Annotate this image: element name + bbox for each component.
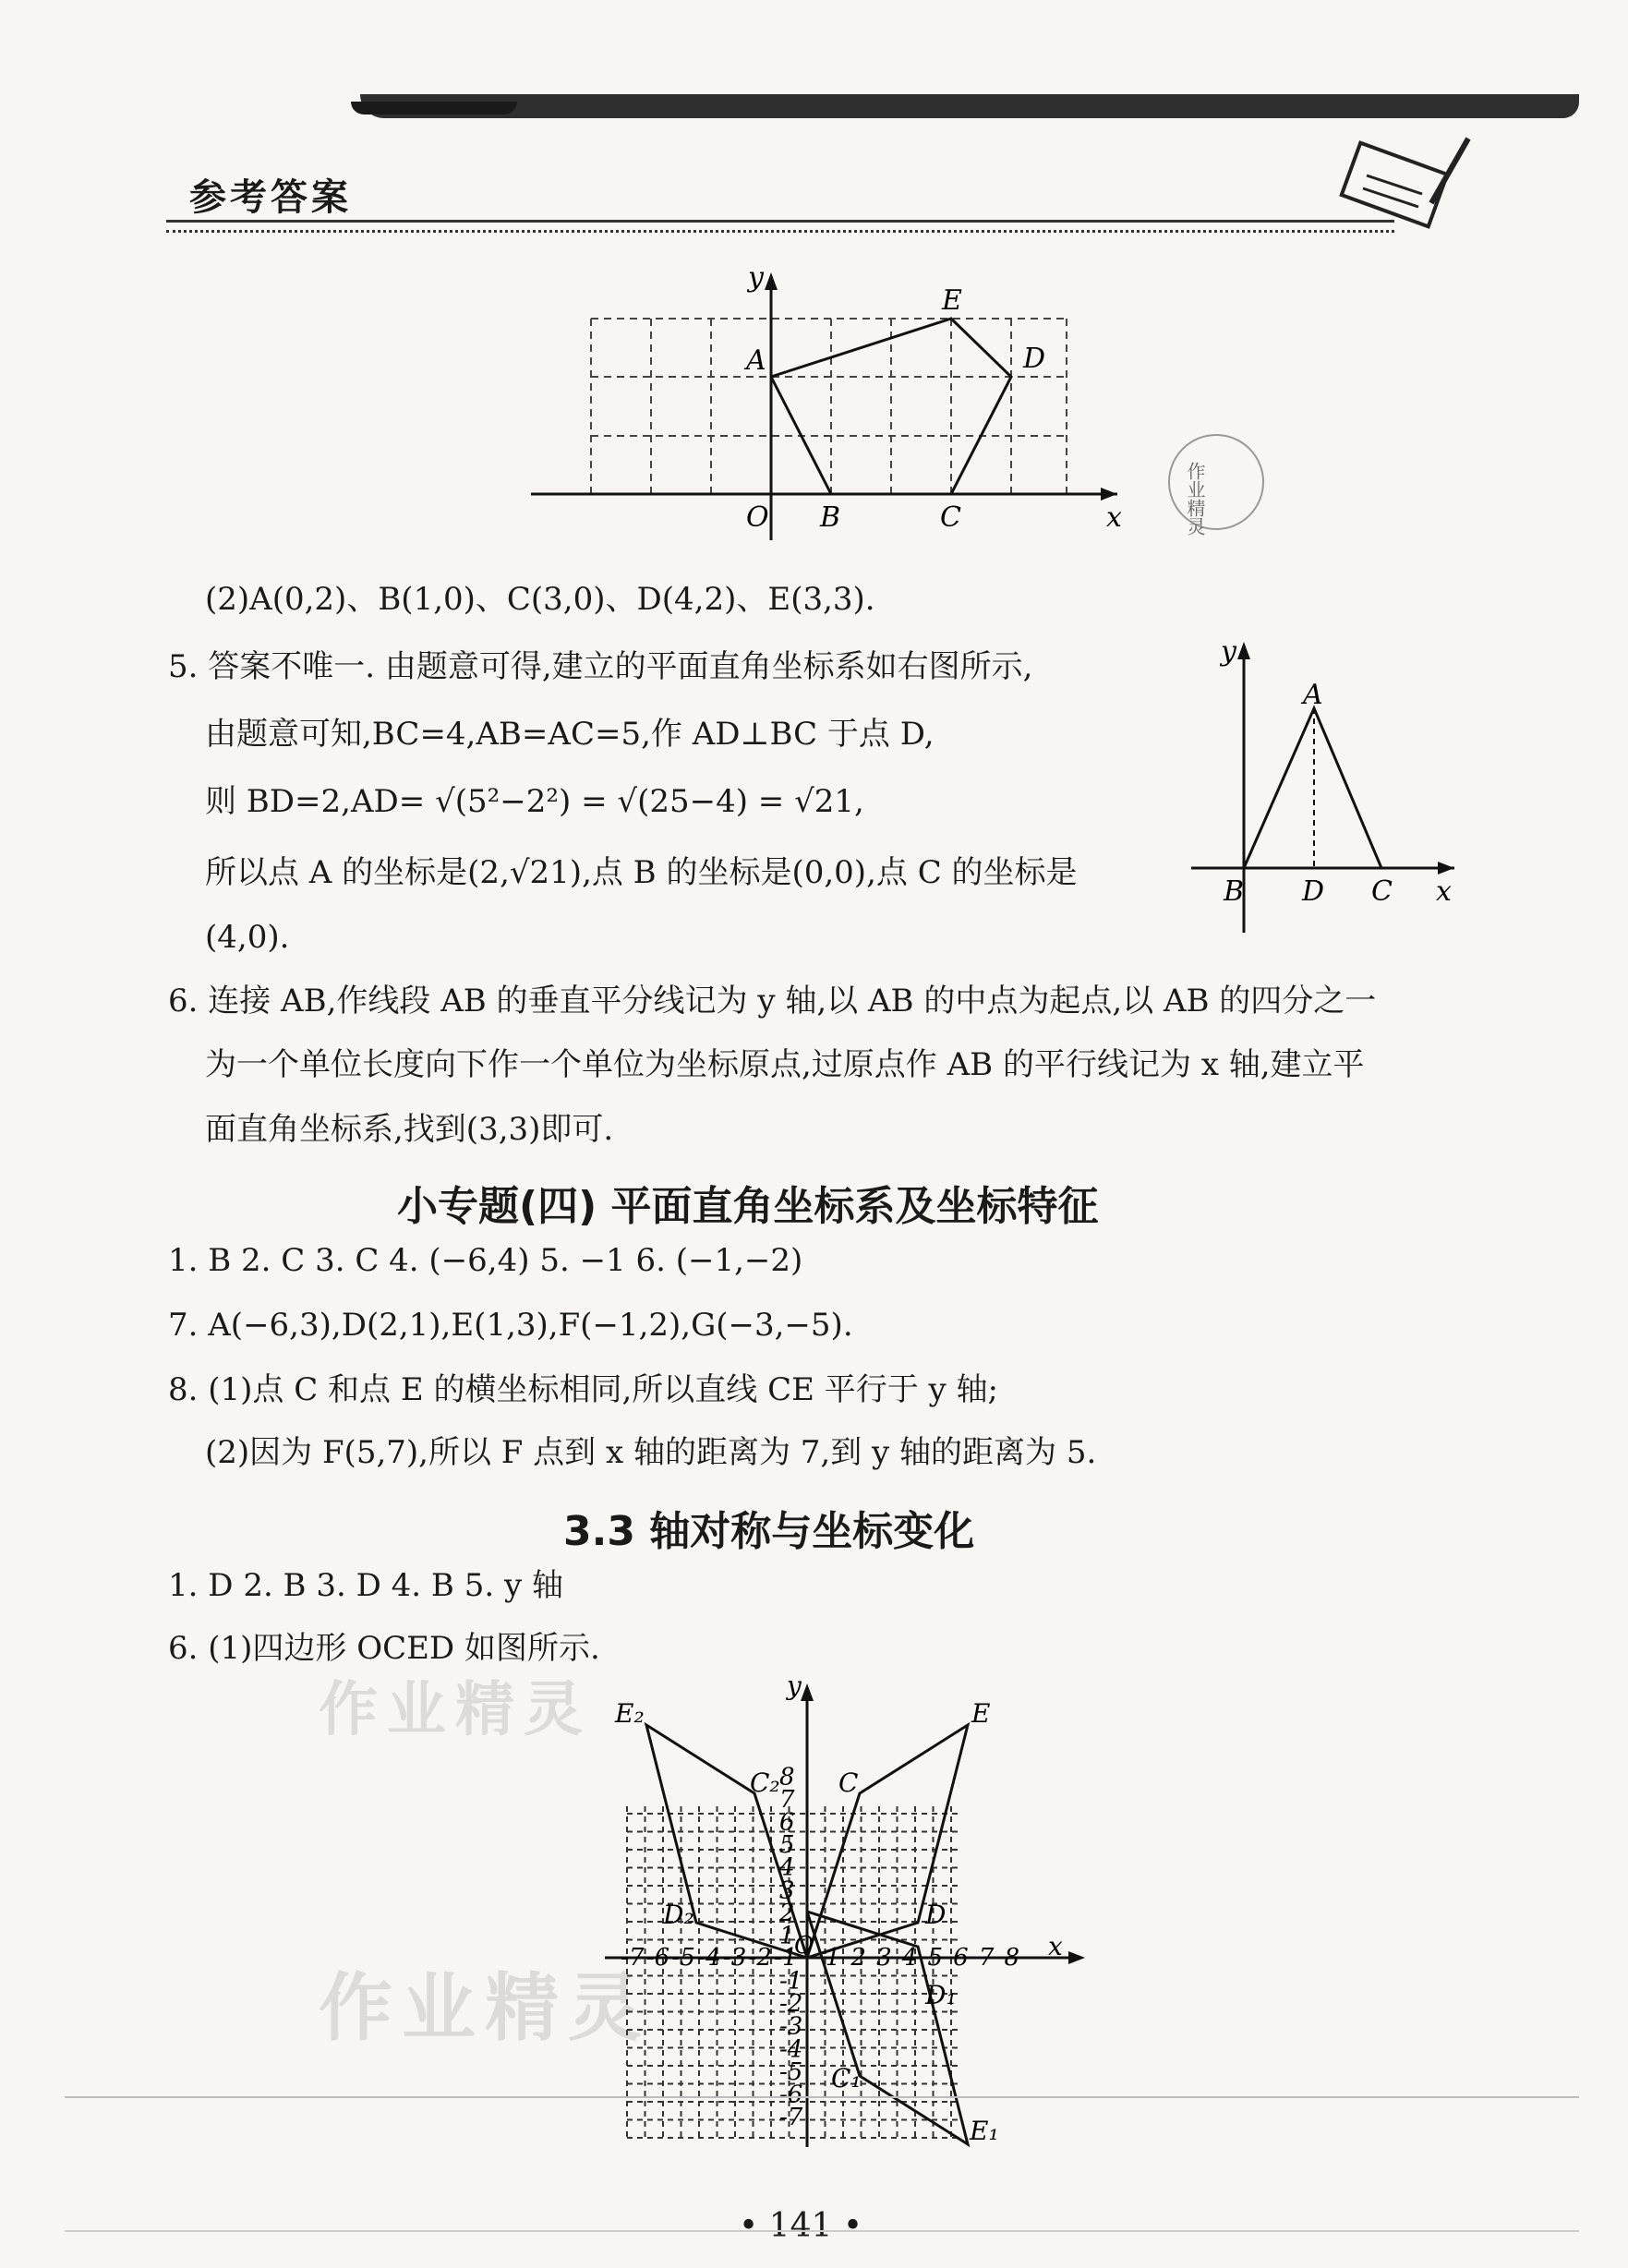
fig1-O-label: O xyxy=(746,501,769,534)
fig2-y-label: y xyxy=(1221,637,1236,668)
y-tick-label: 3 xyxy=(779,1876,795,1905)
y-tick-label: 6 xyxy=(779,1808,795,1837)
fig3-C-label: C xyxy=(838,1767,859,1798)
section33-heading: 3.3 轴对称与坐标变化 xyxy=(563,1508,975,1555)
fig3-D-label: D xyxy=(925,1900,947,1930)
fig2-x-label: x xyxy=(1436,875,1452,908)
x-tick-label: -3 xyxy=(722,1944,747,1972)
fig1-C-label: C xyxy=(940,501,961,534)
fig3-D1-label: D₁ xyxy=(925,1980,957,2010)
q5-line2: 由题意可知,BC=4,AB=AC=5,作 AD⊥BC 于点 D, xyxy=(205,716,935,753)
x-tick-label: 8 xyxy=(1004,1944,1020,1972)
q5-line3: 则 BD=2,AD= √(5²−2²) = √(25−4) = √21, xyxy=(205,783,864,820)
fig3-E2-label: E₂ xyxy=(615,1698,645,1729)
q4-answer-2: (2)A(0,2)、B(1,0)、C(3,0)、D(4,2)、E(3,3). xyxy=(205,581,875,618)
fig3-x-label: x xyxy=(1048,1931,1063,1961)
y-tick-label: -4 xyxy=(779,2035,803,2064)
seal-text: 作业精灵 xyxy=(1184,462,1206,536)
section33-line1: 1. D 2. B 3. D 4. B 5. y 轴 xyxy=(168,1567,563,1604)
topic4-line4: (2)因为 F(5,7),所以 F 点到 x 轴的距离为 7,到 y 轴的距离为 5. xyxy=(205,1434,1097,1471)
page-number: • 141 • xyxy=(739,2207,863,2245)
watermark-2: 作业精灵 xyxy=(319,1965,651,2051)
x-tick-label: 5 xyxy=(927,1944,943,1972)
q5-line5: (4,0). xyxy=(205,919,290,956)
figure-triangle xyxy=(1182,637,1459,942)
x-tick-label: -1 xyxy=(774,1944,798,1972)
fig2-D-label: D xyxy=(1302,875,1325,908)
fig2-B-label: B xyxy=(1224,875,1245,908)
y-tick-label: -1 xyxy=(779,1967,803,1996)
bottom-rule xyxy=(65,2096,1579,2098)
fig3-C1-label: C₁ xyxy=(831,2063,862,2093)
fig1-D-label: D xyxy=(1023,343,1046,375)
header-band-left xyxy=(351,102,517,115)
fig2-A-label: A xyxy=(1303,679,1323,711)
x-tick-label: -7 xyxy=(621,1944,645,1972)
fig1-x-label: x xyxy=(1106,501,1122,534)
x-tick-label: 2 xyxy=(850,1944,866,1972)
y-tick-label: 1 xyxy=(779,1922,795,1950)
y-tick-label: -7 xyxy=(779,2103,803,2131)
header-rule xyxy=(166,220,1394,233)
q6-line2: 为一个单位长度向下作一个单位为坐标原点,过原点作 AB 的平行线记为 x 轴,建立平 xyxy=(205,1046,1365,1083)
fig2-C-label: C xyxy=(1371,875,1393,908)
watermark-1: 作业精灵 xyxy=(319,1676,592,1744)
section33-line2: 6. (1)四边形 OCED 如图所示. xyxy=(168,1630,600,1667)
fig1-B-label: B xyxy=(820,501,841,534)
x-tick-label: 3 xyxy=(876,1944,892,1972)
y-tick-label: 5 xyxy=(779,1831,795,1860)
clipboard-icon xyxy=(1330,129,1477,231)
y-tick-label: 4 xyxy=(779,1853,795,1882)
x-tick-label: 7 xyxy=(978,1944,995,1972)
fig3-C2-label: C₂ xyxy=(750,1767,780,1798)
topic4-heading: 小专题(四) 平面直角坐标系及坐标特征 xyxy=(397,1183,1099,1230)
y-tick-label: -2 xyxy=(779,1990,803,2019)
figure-pentagon xyxy=(526,268,1136,545)
y-tick-label: 8 xyxy=(779,1763,795,1791)
y-tick-label: -3 xyxy=(779,2012,803,2041)
fig1-A-label: A xyxy=(746,344,766,377)
y-tick-label: -5 xyxy=(779,2057,803,2086)
x-tick-label: -5 xyxy=(671,1944,695,1972)
header-band xyxy=(360,94,1579,118)
fig1-E-label: E xyxy=(942,284,962,317)
y-tick-label: 2 xyxy=(779,1899,795,1927)
x-tick-label: -2 xyxy=(748,1944,772,1972)
bottom-rule-2 xyxy=(65,2230,1579,2232)
x-tick-label: 6 xyxy=(953,1944,969,1972)
y-tick-label: 7 xyxy=(779,1786,795,1815)
x-tick-label: -6 xyxy=(645,1944,670,1972)
fig1-y-label: y xyxy=(748,268,764,294)
q6-line3: 面直角坐标系,找到(3,3)即可. xyxy=(205,1111,614,1148)
q5-line1: 5. 答案不唯一. 由题意可得,建立的平面直角坐标系如右图所示, xyxy=(168,648,1033,685)
fig3-E1-label: E₁ xyxy=(970,2116,999,2146)
fig3-y-label: y xyxy=(787,1676,802,1701)
fig3-O-label: O xyxy=(794,1932,814,1960)
topic4-line3: 8. (1)点 C 和点 E 的横坐标相同,所以直线 CE 平行于 y 轴; xyxy=(168,1371,999,1408)
fig3-E-label: E xyxy=(971,1698,991,1729)
figure-symmetry xyxy=(582,1676,1099,2156)
header-title: 参考答案 xyxy=(189,176,352,219)
q6-line1: 6. 连接 AB,作线段 AB 的垂直平分线记为 y 轴,以 AB 的中点为起点,以 AB 的四分之一 xyxy=(168,983,1377,1019)
y-tick-label: -6 xyxy=(779,2081,803,2109)
topic4-line1: 1. B 2. C 3. C 4. (−6,4) 5. −1 6. (−1,−2) xyxy=(168,1242,803,1279)
x-tick-label: 4 xyxy=(901,1944,918,1972)
q5-line4: 所以点 A 的坐标是(2,√21),点 B 的坐标是(0,0),点 C 的坐标是 xyxy=(205,854,1078,891)
x-tick-label: -4 xyxy=(697,1944,721,1972)
fig3-D2-label: D₂ xyxy=(663,1900,694,1930)
topic4-line2: 7. A(−6,3),D(2,1),E(1,3),F(−1,2),G(−3,−5). xyxy=(168,1307,853,1344)
x-tick-label: 1 xyxy=(825,1944,841,1972)
